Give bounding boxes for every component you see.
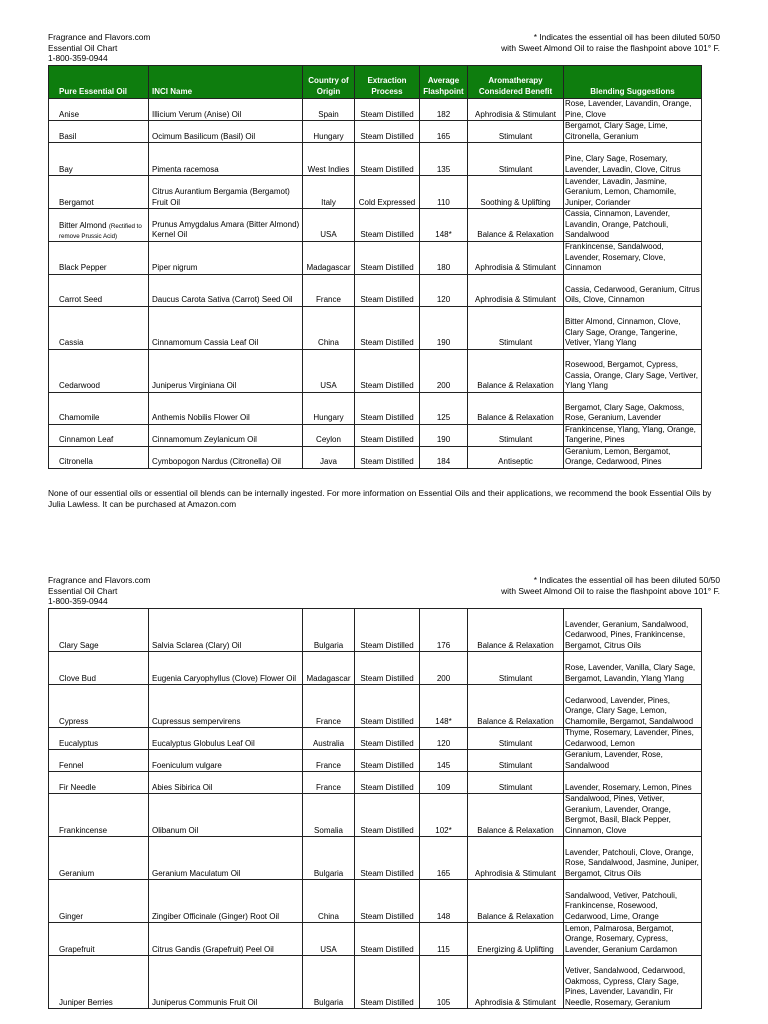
inci-name: Pimenta racemosa — [149, 143, 303, 176]
table-header-row — [49, 66, 702, 99]
oil-name: Fir Needle — [49, 772, 149, 794]
oil-name: Frankincense — [49, 794, 149, 837]
country: Ceylon — [303, 424, 355, 446]
country: Hungary — [303, 121, 355, 143]
process: Steam Distilled — [355, 652, 420, 685]
process: Steam Distilled — [355, 794, 420, 837]
oil-name: Juniper Berries — [49, 956, 149, 1009]
country: China — [303, 306, 355, 349]
inci-name: Salvia Sclarea (Clary) Oil — [149, 609, 303, 652]
table-row — [49, 99, 702, 121]
inci-name: Anthemis Nobilis Flower Oil — [149, 392, 303, 424]
process: Steam Distilled — [355, 306, 420, 349]
process: Steam Distilled — [355, 424, 420, 446]
oil-name: Cedarwood — [49, 349, 149, 392]
country: Madagascar — [303, 241, 355, 274]
column-header-blending: Blending Suggestions — [564, 66, 702, 99]
oil-name — [49, 209, 149, 242]
inci-name: Abies Sibirica Oil — [149, 772, 303, 794]
flashpoint: 125 — [420, 392, 468, 424]
blending: Frankincense, Sandalwood, Lavender, Rosemary, Clove, Cinnamon — [564, 241, 702, 274]
benefit: Balance & Relaxation — [468, 349, 564, 392]
inci-name: Zingiber Officinale (Ginger) Root Oil — [149, 880, 303, 923]
benefit: Aphrodisia & Stimulant — [468, 956, 564, 1009]
column-header-oil: Pure Essential Oil — [49, 66, 149, 99]
table-row — [49, 274, 702, 306]
oil-name: Cassia — [49, 306, 149, 349]
essential-oil-table-2 — [48, 608, 702, 1009]
benefit: Stimulant — [468, 728, 564, 750]
process: Steam Distilled — [355, 685, 420, 728]
benefit: Aphrodisia & Stimulant — [468, 837, 564, 880]
inci-name: Foeniculum vulgare — [149, 750, 303, 772]
benefit: Balance & Relaxation — [468, 880, 564, 923]
blending: Rosewood, Bergamot, Cypress, Cassia, Orange, Clary Sage, Vertiver, Ylang Ylang — [564, 349, 702, 392]
benefit: Balance & Relaxation — [468, 609, 564, 652]
oil-name-text: Bitter Almond — [59, 220, 107, 230]
column-header-process: Extraction Process — [355, 66, 420, 99]
process: Steam Distilled — [355, 609, 420, 652]
table-row — [49, 609, 702, 652]
page-header — [48, 575, 720, 608]
inci-name: Olibanum Oil — [149, 794, 303, 837]
dilution-note — [501, 32, 720, 65]
blending: Lavender, Lavadin, Jasmine, Geranium, Lemon, Chamomile, Juniper, Coriander — [564, 176, 702, 209]
process: Steam Distilled — [355, 241, 420, 274]
table-row — [49, 837, 702, 880]
blending: Thyme, Rosemary, Lavender, Pines, Cedarwood, Lemon — [564, 728, 702, 750]
flashpoint: 190 — [420, 306, 468, 349]
chart-title: Essential Oil Chart — [48, 585, 118, 596]
table-row — [49, 652, 702, 685]
oil-name: Fennel — [49, 750, 149, 772]
benefit: Stimulant — [468, 121, 564, 143]
blending: Lemon, Palmarosa, Bergamot, Orange, Rosemary, Cypress, Lavender, Geranium Cardamon — [564, 923, 702, 956]
flashpoint: 148* — [420, 685, 468, 728]
company-info — [48, 32, 150, 64]
table-row — [49, 209, 702, 242]
country: Bulgaria — [303, 609, 355, 652]
blending: Rose, Lavender, Lavandin, Orange, Pine, Clove — [564, 99, 702, 121]
table-row — [49, 750, 702, 772]
country: USA — [303, 923, 355, 956]
inci-name: Citrus Aurantium Bergamia (Bergamot) Fruit Oil — [149, 176, 303, 209]
country: Australia — [303, 728, 355, 750]
benefit: Aphrodisia & Stimulant — [468, 274, 564, 306]
phone-number: 1-800-359-0944 — [48, 53, 108, 64]
flashpoint: 115 — [420, 923, 468, 956]
flashpoint: 120 — [420, 728, 468, 750]
benefit: Stimulant — [468, 306, 564, 349]
inci-name: Cupressus sempervirens — [149, 685, 303, 728]
table-row — [49, 392, 702, 424]
table-row — [49, 794, 702, 837]
blending: Bitter Almond, Cinnamon, Clove, Clary Sage, Orange, Tangerine, Vetiver, Ylang Ylang — [564, 306, 702, 349]
oil-name: Cinnamon Leaf — [49, 424, 149, 446]
benefit: Stimulant — [468, 750, 564, 772]
benefit: Soothing & Uplifting — [468, 176, 564, 209]
table-row — [49, 241, 702, 274]
flashpoint: 102* — [420, 794, 468, 837]
oil-name: Ginger — [49, 880, 149, 923]
company-name: Fragrance and Flavors.com — [48, 575, 151, 585]
inci-name: Eucalyptus Globulus Leaf Oil — [149, 728, 303, 750]
process: Steam Distilled — [355, 121, 420, 143]
flashpoint: 135 — [420, 143, 468, 176]
country: Bulgaria — [303, 956, 355, 1009]
dilution-note-line2: with Sweet Almond Oil to raise the flashpoint above 101° F. — [501, 42, 720, 53]
country: Hungary — [303, 392, 355, 424]
oil-name: Clary Sage — [49, 609, 149, 652]
process: Steam Distilled — [355, 750, 420, 772]
flashpoint: 145 — [420, 750, 468, 772]
blending: Cassia, Cinnamon, Lavender, Lavandin, Orange, Patchouli, Sandalwood — [564, 209, 702, 242]
country: France — [303, 750, 355, 772]
blending: Bergamot, Clary Sage, Lime, Citronella, Geranium — [564, 121, 702, 143]
table-row — [49, 176, 702, 209]
flashpoint: 110 — [420, 176, 468, 209]
inci-name: Citrus Gandis (Grapefruit) Peel Oil — [149, 923, 303, 956]
table-row — [49, 306, 702, 349]
country: France — [303, 274, 355, 306]
process: Steam Distilled — [355, 772, 420, 794]
table-row — [49, 728, 702, 750]
chart-title: Essential Oil Chart — [48, 42, 118, 53]
column-header-flashpoint: Average Flashpoint — [420, 66, 468, 99]
table-row — [49, 772, 702, 794]
benefit: Antiseptic — [468, 446, 564, 468]
process: Cold Expressed — [355, 176, 420, 209]
oil-name: Clove Bud — [49, 652, 149, 685]
country: Somalia — [303, 794, 355, 837]
dilution-note-line1: * Indicates the essential oil has been diluted 50/50 — [533, 32, 720, 42]
oil-name: Geranium — [49, 837, 149, 880]
country: USA — [303, 209, 355, 242]
column-header-benefit: Aromatherapy Considered Benefit — [468, 66, 564, 99]
oil-name: Citronella — [49, 446, 149, 468]
table-row — [49, 424, 702, 446]
flashpoint: 148 — [420, 880, 468, 923]
table-row — [49, 880, 702, 923]
flashpoint: 105 — [420, 956, 468, 1009]
blending: Rose, Lavender, Vanilla, Clary Sage, Bergamot, Lavandin, Ylang Ylang — [564, 652, 702, 685]
blending: Lavender, Patchouli, Clove, Orange, Rose, Sandalwood, Jasmine, Juniper, Bergamot, Citrus Oils — [564, 837, 702, 880]
process: Steam Distilled — [355, 274, 420, 306]
country: France — [303, 772, 355, 794]
benefit: Aphrodisia & Stimulant — [468, 99, 564, 121]
chart-page-2 — [48, 575, 720, 1009]
flashpoint: 184 — [420, 446, 468, 468]
page-header — [48, 32, 720, 65]
oil-name: Anise — [49, 99, 149, 121]
process: Steam Distilled — [355, 99, 420, 121]
blending: Vetiver, Sandalwood, Cedarwood, Oakmoss, Cypress, Clary Sage, Pines, Lavender, Lavandin, Fir Needle, Rosemary, Geranium — [564, 956, 702, 1009]
blending: Cassia, Cedarwood, Geranium, Citrus Oils, Clove, Cinnamon — [564, 274, 702, 306]
country: Java — [303, 446, 355, 468]
process: Steam Distilled — [355, 349, 420, 392]
process: Steam Distilled — [355, 880, 420, 923]
blending: Lavender, Geranium, Sandalwood, Cedarwood, Pines, Frankincense, Bergamot, Citrus Oils — [564, 609, 702, 652]
table-row — [49, 685, 702, 728]
flashpoint: 180 — [420, 241, 468, 274]
blending: Pine, Clary Sage, Rosemary, Lavender, Lavadin, Clove, Citrus — [564, 143, 702, 176]
oil-name: Carrot Seed — [49, 274, 149, 306]
oil-name: Bergamot — [49, 176, 149, 209]
process: Steam Distilled — [355, 446, 420, 468]
process: Steam Distilled — [355, 728, 420, 750]
company-name: Fragrance and Flavors.com — [48, 32, 151, 42]
process: Steam Distilled — [355, 956, 420, 1009]
table-row — [49, 143, 702, 176]
flashpoint: 190 — [420, 424, 468, 446]
oil-name: Grapefruit — [49, 923, 149, 956]
essential-oil-table-1 — [48, 65, 702, 469]
country: Bulgaria — [303, 837, 355, 880]
benefit: Stimulant — [468, 143, 564, 176]
table-row — [49, 121, 702, 143]
inci-name: Ocimum Basilicum (Basil) Oil — [149, 121, 303, 143]
country: France — [303, 685, 355, 728]
oil-name: Cypress — [49, 685, 149, 728]
column-header-country: Country of Origin — [303, 66, 355, 99]
table-row — [49, 446, 702, 468]
blending: Frankincense, Ylang, Ylang, Orange, Tangerine, Pines — [564, 424, 702, 446]
benefit: Balance & Relaxation — [468, 392, 564, 424]
table-row — [49, 923, 702, 956]
flashpoint: 182 — [420, 99, 468, 121]
column-header-inci: INCI Name — [149, 66, 303, 99]
benefit: Energizing & Uplifting — [468, 923, 564, 956]
inci-name: Daucus Carota Sativa (Carrot) Seed Oil — [149, 274, 303, 306]
process: Steam Distilled — [355, 392, 420, 424]
phone-number: 1-800-359-0944 — [48, 596, 108, 607]
table-row — [49, 349, 702, 392]
blending: Bergamot, Clary Sage, Oakmoss, Rose, Geranium, Lavender — [564, 392, 702, 424]
blending: Sandalwood, Pines, Vetiver, Geranium, Lavender, Orange, Bergmot, Basil, Black Pepper, Cinnamon, Clove — [564, 794, 702, 837]
benefit: Balance & Relaxation — [468, 209, 564, 242]
chart-page-1 — [48, 32, 720, 469]
flashpoint: 200 — [420, 349, 468, 392]
oil-name: Chamomile — [49, 392, 149, 424]
inci-name: Illicium Verum (Anise) Oil — [149, 99, 303, 121]
dilution-note-line1: * Indicates the essential oil has been diluted 50/50 — [533, 575, 720, 585]
flashpoint: 165 — [420, 121, 468, 143]
flashpoint: 200 — [420, 652, 468, 685]
country: Madagascar — [303, 652, 355, 685]
ingestion-disclaimer: None of our essential oils or essential oil blends can be internally ingested. For more information on Essential Oils and their applications, we recommend the book Essential Oils by Julia Lawless. It can be purchased at Amazon.com — [48, 488, 712, 509]
country: Italy — [303, 176, 355, 209]
blending: Sandalwood, Vetiver, Patchouli, Frankincense, Rosewood, Cedarwood, Lime, Orange — [564, 880, 702, 923]
table-row — [49, 956, 702, 1009]
blending: Lavender, Rosemary, Lemon, Pines — [564, 772, 702, 794]
blending: Cedarwood, Lavender, Pines, Orange, Clary Sage, Lemon, Chamomile, Bergamot, Sandalwood — [564, 685, 702, 728]
country: USA — [303, 349, 355, 392]
inci-name: Eugenia Caryophyllus (Clove) Flower Oil — [149, 652, 303, 685]
company-info — [48, 575, 150, 607]
inci-name: Prunus Amygdalus Amara (Bitter Almond) Kernel Oil — [149, 209, 303, 242]
flashpoint: 165 — [420, 837, 468, 880]
inci-name: Cymbopogon Nardus (Citronella) Oil — [149, 446, 303, 468]
oil-name: Eucalyptus — [49, 728, 149, 750]
benefit: Stimulant — [468, 424, 564, 446]
benefit: Aphrodisia & Stimulant — [468, 241, 564, 274]
inci-name: Cinnamomum Zeylanicum Oil — [149, 424, 303, 446]
inci-name: Juniperus Communis Fruit Oil — [149, 956, 303, 1009]
oil-name: Basil — [49, 121, 149, 143]
oil-name: Black Pepper — [49, 241, 149, 274]
inci-name: Cinnamomum Cassia Leaf Oil — [149, 306, 303, 349]
dilution-note-line2: with Sweet Almond Oil to raise the flashpoint above 101° F. — [501, 585, 720, 596]
inci-name: Geranium Maculatum Oil — [149, 837, 303, 880]
benefit: Balance & Relaxation — [468, 685, 564, 728]
blending: Geranium, Lavender, Rose, Sandalwood — [564, 750, 702, 772]
dilution-note — [501, 575, 720, 608]
flashpoint: 120 — [420, 274, 468, 306]
benefit: Balance & Relaxation — [468, 794, 564, 837]
flashpoint: 109 — [420, 772, 468, 794]
process: Steam Distilled — [355, 923, 420, 956]
inci-name: Juniperus Virginiana Oil — [149, 349, 303, 392]
process: Steam Distilled — [355, 143, 420, 176]
flashpoint: 176 — [420, 609, 468, 652]
flashpoint: 148* — [420, 209, 468, 242]
country: Spain — [303, 99, 355, 121]
country: West Indies — [303, 143, 355, 176]
country: China — [303, 880, 355, 923]
blending: Geranium, Lemon, Bergamot, Orange, Cedarwood, Pines — [564, 446, 702, 468]
oil-name-note: (Rectified to remove Prussic Acid) — [59, 222, 142, 240]
benefit: Stimulant — [468, 652, 564, 685]
oil-name: Bay — [49, 143, 149, 176]
process: Steam Distilled — [355, 837, 420, 880]
process: Steam Distilled — [355, 209, 420, 242]
inci-name: Piper nigrum — [149, 241, 303, 274]
benefit: Stimulant — [468, 772, 564, 794]
